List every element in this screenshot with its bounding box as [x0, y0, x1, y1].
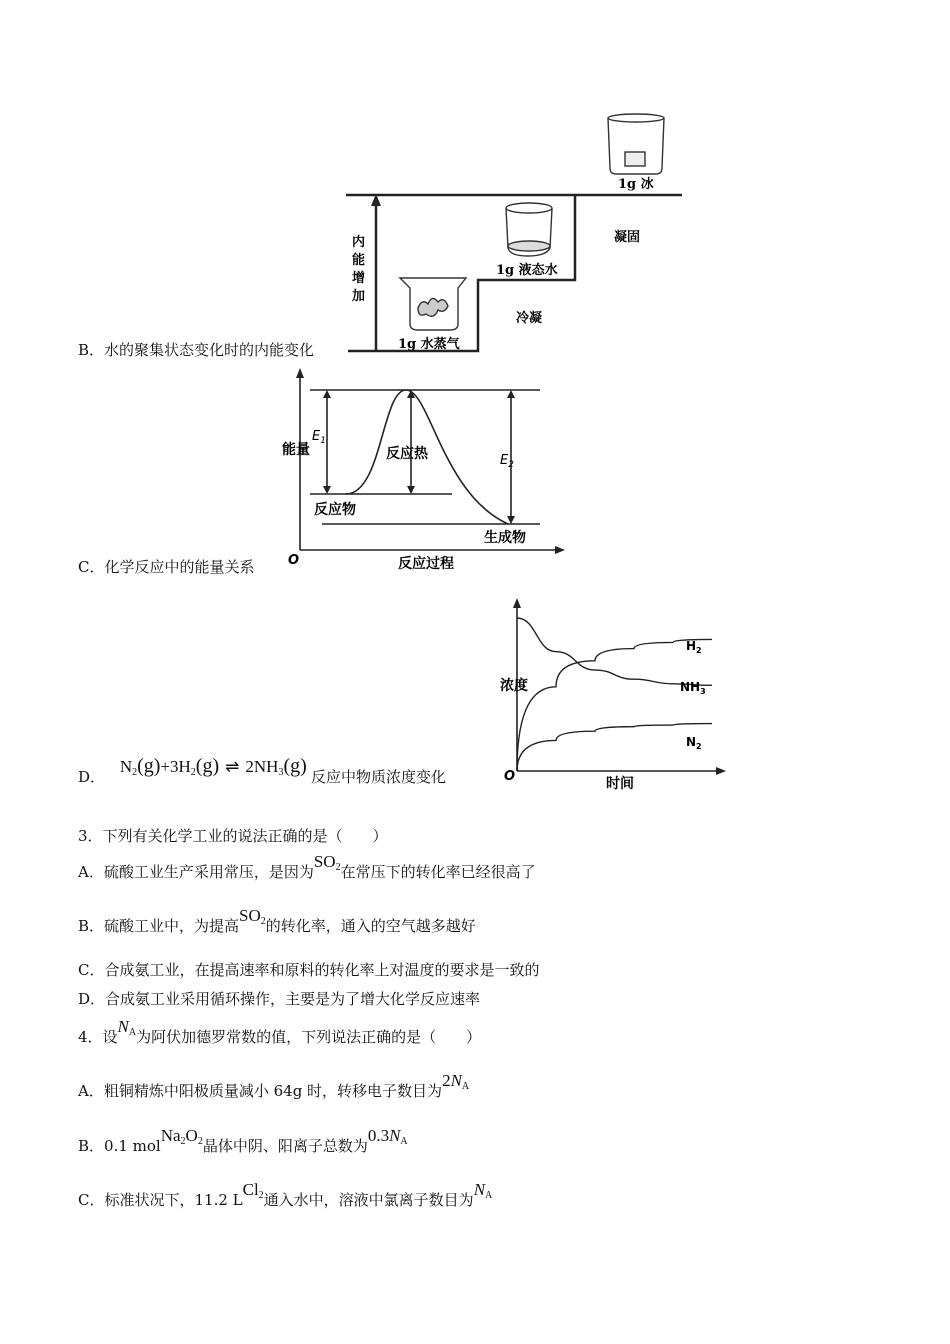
beaker-vapor-icon: [400, 278, 466, 330]
chart-ylabel: 浓度: [500, 678, 528, 694]
formula-na2o2: $Na_2O_2$: [160, 1126, 203, 1147]
label-reactant: 反应物: [314, 502, 356, 518]
question-3: 3．下列有关化学工业的说法正确的是（ ）: [78, 827, 388, 845]
symbol-na: $N_A$: [117, 1017, 137, 1038]
question-4-c: C．标准状况下，11.2 LCl$_2$通入水中，溶液中氯离子数目为$N_A$: [78, 1180, 493, 1209]
question-4-a: A．粗铜精炼中阳极质量减小 64g 时，转移电子数目为$2N_A$: [78, 1071, 470, 1100]
value-2na: $2N_A$: [442, 1071, 470, 1092]
legend-n2: $N_2$: [686, 735, 702, 751]
question-3-a: A．硫酸工业生产采用常压，是因为$SO_2$在常压下的转化率已经很高了: [78, 852, 536, 881]
formula-so2: $SO_2$: [313, 852, 341, 873]
option-d-fig: D． $N_2(g)+3H_2(g)$ ⇌ $2NH_3(g)$ 反应中物质浓度变化: [78, 755, 447, 786]
beaker-water-icon: [506, 203, 552, 256]
energy-diagram: [282, 368, 567, 576]
option-b-fig: B．水的聚集状态变化时的内能变化: [78, 341, 315, 359]
label-internal-4: 加: [352, 289, 366, 304]
series-line-n2: [517, 724, 712, 771]
chart-xlabel: 时间: [606, 776, 634, 792]
formula-cl2: $Cl_2$: [242, 1180, 264, 1201]
origin-o: O: [288, 553, 300, 568]
value-0-3na: $0.3N_A$: [367, 1126, 408, 1147]
y-axis-label-1: 能量: [282, 442, 310, 458]
legend-nh3: $NH_3$: [680, 680, 706, 696]
question-3-b: B．硫酸工业中，为提高$SO_2$的转化率，通入的空气越多越好: [78, 906, 476, 935]
chart-origin: O: [504, 769, 516, 784]
symbol-na: $N_A$: [473, 1180, 493, 1201]
series-line-h2: [517, 639, 712, 771]
label-reaction-heat: 反应热: [386, 446, 428, 462]
equation-d: $N_2(g)+3H_2(g)$ ⇌ $2NH_3(g)$: [119, 755, 307, 778]
series-line-nh3: [517, 618, 712, 685]
concentration-chart: [500, 596, 732, 796]
question-3-c: C．合成氨工业，在提高速率和原料的转化率上对温度的要求是一致的: [78, 961, 540, 979]
label-e1: $E_1$: [312, 429, 326, 446]
label-vapor: 1g 水蒸气: [398, 337, 460, 352]
question-4-b: B．0.1 $molNa_2O_2$晶体中阴、阳离子总数为$0.3N_A$: [78, 1126, 408, 1155]
legend-h2: $H_2$: [686, 639, 702, 655]
label-ice: 1g 冰: [618, 177, 654, 192]
x-axis-label: 反应过程: [398, 556, 454, 572]
label-internal-3: 增: [352, 271, 366, 286]
label-product: 生成物: [484, 530, 526, 546]
beaker-ice-icon: [608, 114, 664, 174]
label-liquid: 1g 液态水: [496, 263, 558, 278]
formula-so2: $SO_2$: [239, 906, 266, 927]
label-internal-1: 内: [352, 235, 366, 250]
label-solidify: 凝固: [614, 230, 641, 245]
label-e2: $E_2$: [500, 453, 514, 470]
label-condense: 冷凝: [516, 311, 543, 326]
label-internal-2: 能: [352, 253, 366, 268]
question-3-d: D．合成氨工业采用循环操作，主要是为了增大化学反应速率: [78, 990, 481, 1008]
option-c-fig: C．化学反应中的能量关系: [78, 558, 255, 576]
water-state-figure: [338, 108, 683, 356]
question-4: 4．设$N_A$为阿伏加德罗常数的值，下列说法正确的是（ ）: [78, 1017, 482, 1046]
